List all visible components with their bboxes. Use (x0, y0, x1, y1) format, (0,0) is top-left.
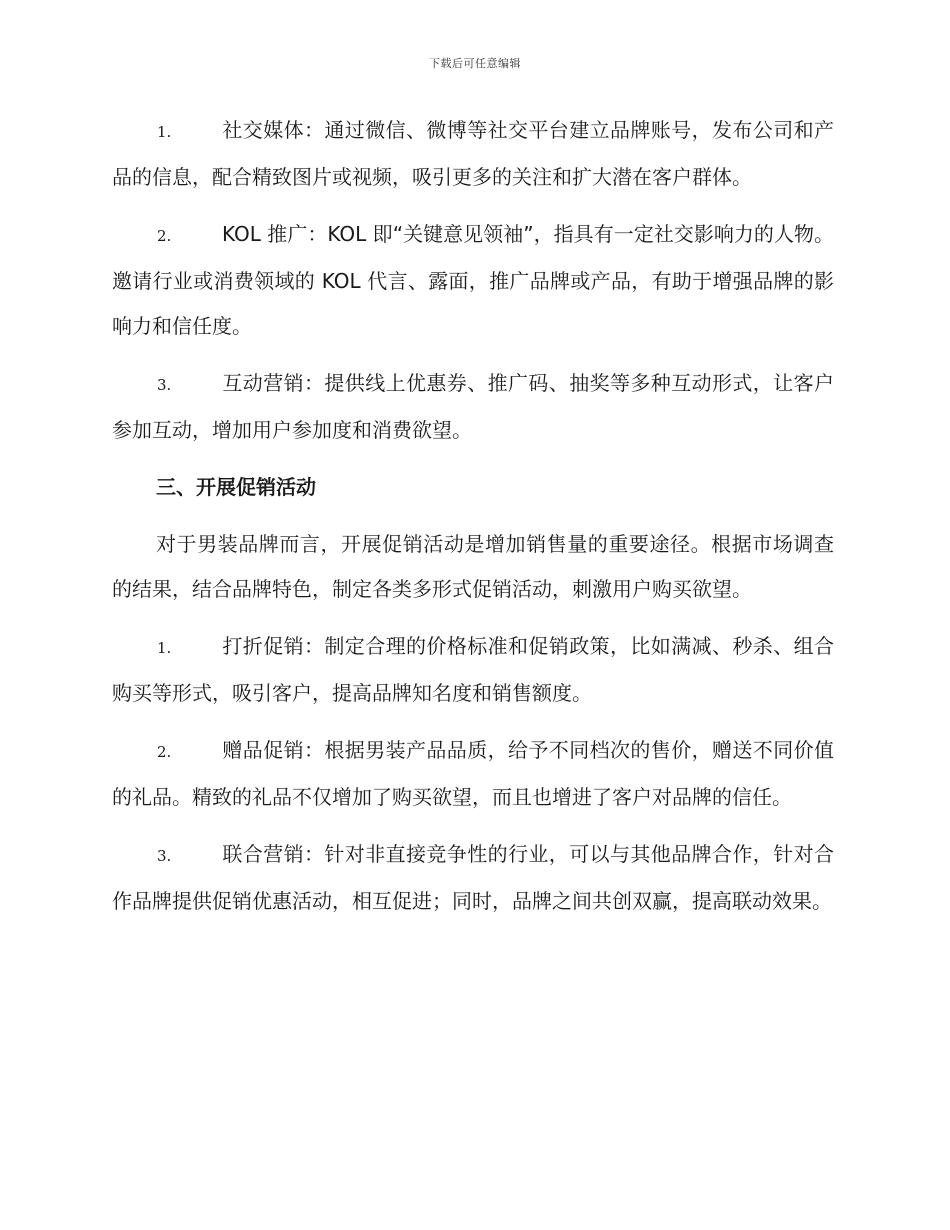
list-text: 联合营销：针对非直接竞争性的行业，可以与其他品牌合作，针对合作品牌提供促销优惠活动，相互促进；同时，品牌之间共创双赢，提高联动效果。 (112, 842, 834, 913)
list-number: 2. (157, 743, 172, 761)
section-intro: 对于男装品牌而言，开展促销活动是增加销售量的重要途径。根据市场调查的结果，结合品牌特色，制定各类多形式促销活动，刺激用户购买欲望。 (112, 532, 834, 601)
list-text: 社交媒体：通过微信、微博等社交平台建立品牌账号，发布公司和产品的信息，配合精致图片或视频，吸引更多的关注和扩大潜在客户群体。 (112, 118, 834, 189)
list-item (112, 624, 834, 716)
list-item (112, 108, 834, 200)
list-number: 1. (157, 639, 172, 657)
page-header: 下载后可任意编辑 (429, 57, 521, 70)
list-number: 1. (157, 123, 172, 141)
list-number: 3. (157, 376, 172, 394)
list-item (112, 728, 834, 820)
list-text: KOL 推广：KOL 即“关键意见领袖”，指具有一定社交影响力的人物。邀请行业或消费领域的 KOL 代言、露面，推广品牌或产品，有助于增强品牌的影响力和信任度。 (112, 222, 834, 338)
list-item (112, 212, 834, 349)
list-number: 3. (157, 847, 172, 865)
list-item (112, 361, 834, 453)
list-text: 赠品促销：根据男装产品品质，给予不同档次的售价，赠送不同价值的礼品。精致的礼品不仅增加了购买欲望，而且也增进了客户对品牌的信任。 (112, 738, 834, 809)
list-text: 打折促销：制定合理的价格标准和促销政策，比如满减、秒杀、组合购买等形式，吸引客户，提高品牌知名度和销售额度。 (112, 634, 834, 705)
list-text: 互动营销：提供线上优惠券、推广码、抽奖等多种互动形式，让客户参加互动，增加用户参加度和消费欲望。 (112, 371, 834, 442)
list-item (112, 832, 834, 924)
section-heading: 三、开展促销活动 (156, 475, 316, 499)
document-body (112, 108, 834, 936)
list-number: 2. (157, 227, 172, 245)
